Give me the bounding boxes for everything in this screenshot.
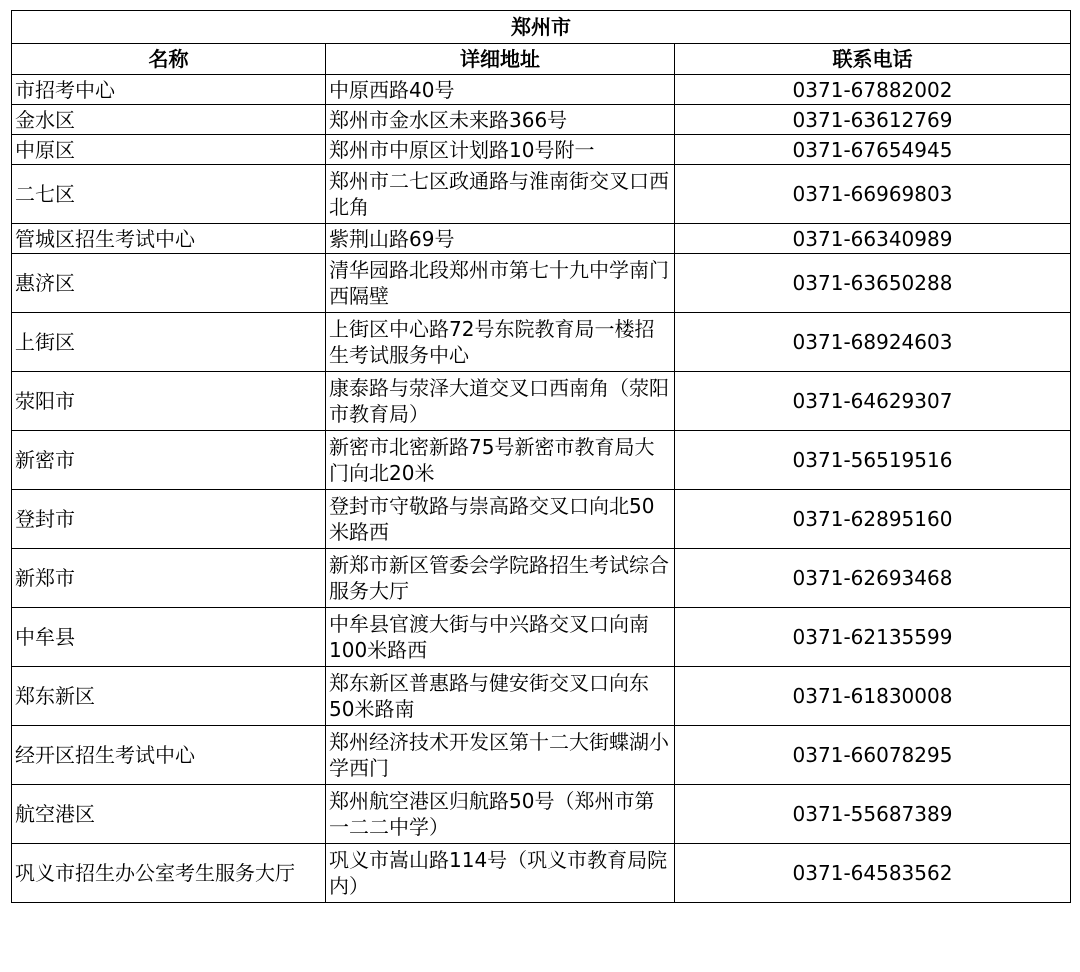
table-row	[12, 431, 1071, 490]
row-name: 二七区	[12, 165, 326, 224]
table-title: 郑州市	[12, 11, 1071, 44]
row-address: 郑州航空港区归航路50号（郑州市第一二二中学）	[326, 785, 675, 844]
table-row	[12, 490, 1071, 549]
header-address: 详细地址	[326, 44, 675, 75]
table-row	[12, 313, 1071, 372]
row-name: 金水区	[12, 105, 326, 135]
row-address: 郑州市金水区未来路366号	[326, 105, 675, 135]
table-row	[12, 844, 1071, 903]
row-phone: 0371-67654945	[675, 135, 1071, 165]
row-name: 登封市	[12, 490, 326, 549]
table-row	[12, 785, 1071, 844]
table-row	[12, 224, 1071, 254]
row-address: 郑州市中原区计划路10号附一	[326, 135, 675, 165]
row-address: 登封市守敬路与崇高路交叉口向北50米路西	[326, 490, 675, 549]
row-phone: 0371-62693468	[675, 549, 1071, 608]
table-header-row	[12, 44, 1071, 75]
table-row	[12, 254, 1071, 313]
table-row	[12, 549, 1071, 608]
row-name: 新密市	[12, 431, 326, 490]
contact-table-container	[11, 10, 1070, 903]
row-phone: 0371-63612769	[675, 105, 1071, 135]
row-phone: 0371-62135599	[675, 608, 1071, 667]
row-name: 巩义市招生办公室考生服务大厅	[12, 844, 326, 903]
row-phone: 0371-63650288	[675, 254, 1071, 313]
row-phone: 0371-64629307	[675, 372, 1071, 431]
row-name: 中原区	[12, 135, 326, 165]
contact-table	[11, 10, 1071, 903]
row-name: 郑东新区	[12, 667, 326, 726]
table-title-row	[12, 11, 1071, 44]
row-address: 郑东新区普惠路与健安街交叉口向东50米路南	[326, 667, 675, 726]
row-phone: 0371-66969803	[675, 165, 1071, 224]
row-phone: 0371-68924603	[675, 313, 1071, 372]
row-phone: 0371-64583562	[675, 844, 1071, 903]
row-address: 上街区中心路72号东院教育局一楼招生考试服务中心	[326, 313, 675, 372]
table-row	[12, 667, 1071, 726]
row-phone: 0371-56519516	[675, 431, 1071, 490]
row-name: 上街区	[12, 313, 326, 372]
table-row	[12, 372, 1071, 431]
table-row	[12, 726, 1071, 785]
row-name: 管城区招生考试中心	[12, 224, 326, 254]
row-address: 新密市北密新路75号新密市教育局大门向北20米	[326, 431, 675, 490]
row-phone: 0371-67882002	[675, 75, 1071, 105]
row-address: 清华园路北段郑州市第七十九中学南门西隔壁	[326, 254, 675, 313]
row-address: 巩义市嵩山路114号（巩义市教育局院内）	[326, 844, 675, 903]
row-name: 惠济区	[12, 254, 326, 313]
row-phone: 0371-66078295	[675, 726, 1071, 785]
row-address: 中牟县官渡大街与中兴路交叉口向南100米路西	[326, 608, 675, 667]
row-phone: 0371-62895160	[675, 490, 1071, 549]
row-name: 荥阳市	[12, 372, 326, 431]
row-address: 康泰路与荥泽大道交叉口西南角（荥阳市教育局）	[326, 372, 675, 431]
header-name: 名称	[12, 44, 326, 75]
table-row	[12, 135, 1071, 165]
row-address: 郑州市二七区政通路与淮南街交叉口西北角	[326, 165, 675, 224]
row-phone: 0371-66340989	[675, 224, 1071, 254]
row-address: 紫荆山路69号	[326, 224, 675, 254]
row-name: 中牟县	[12, 608, 326, 667]
table-row	[12, 75, 1071, 105]
row-address: 新郑市新区管委会学院路招生考试综合服务大厅	[326, 549, 675, 608]
row-name: 航空港区	[12, 785, 326, 844]
row-name: 市招考中心	[12, 75, 326, 105]
table-row	[12, 165, 1071, 224]
row-phone: 0371-61830008	[675, 667, 1071, 726]
row-name: 经开区招生考试中心	[12, 726, 326, 785]
table-row	[12, 105, 1071, 135]
row-phone: 0371-55687389	[675, 785, 1071, 844]
header-phone: 联系电话	[675, 44, 1071, 75]
row-name: 新郑市	[12, 549, 326, 608]
row-address: 郑州经济技术开发区第十二大街蝶湖小学西门	[326, 726, 675, 785]
table-row	[12, 608, 1071, 667]
row-address: 中原西路40号	[326, 75, 675, 105]
